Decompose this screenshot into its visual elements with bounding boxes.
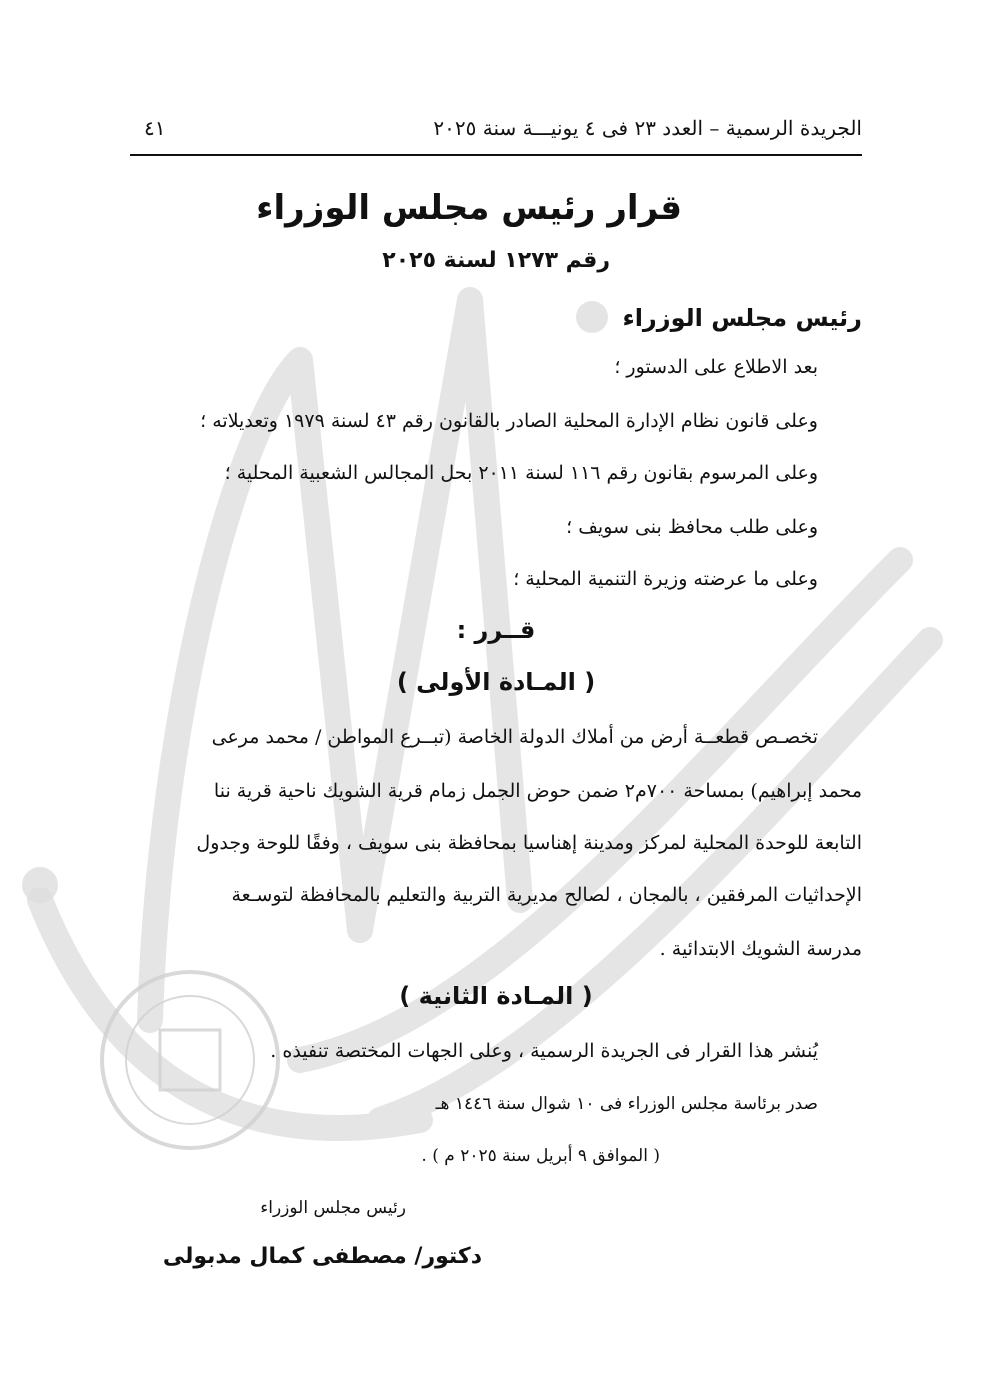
preamble-line: وعلى طلب محافظ بنى سويف ؛: [566, 516, 818, 538]
preamble-line: وعلى ما عرضته وزيرة التنمية المحلية ؛: [513, 568, 818, 590]
article-one-line: محمد إبراهيم) بمساحة ٧٠٠م٢ ضمن حوض الجمل زمام قرية الشويك ناحية قرية ننا: [213, 780, 862, 802]
article-one-line: تخصـص قطعــة أرض من أملاك الدولة الخاصة (تبــرع المواطن / محمد مرعى: [211, 726, 818, 748]
header-divider: [130, 154, 862, 156]
article-one-heading: ( المـادة الأولى ): [396, 668, 596, 696]
issuer-heading: رئيس مجلس الوزراء: [622, 304, 862, 332]
gazette-issue-title: الجريدة الرسمية – العدد ٢٣ فى ٤ يونيـــة سنة ٢٠٢٥: [433, 116, 862, 140]
article-one-line: مدرسة الشويك الابتدائية .: [659, 938, 862, 960]
decree-number: رقم ١٢٧٣ لسنة ٢٠٢٥: [382, 248, 610, 273]
article-one-line: التابعة للوحدة المحلية لمركز ومدينة إهناسيا بمحافظة بنى سويف ، وفقًا للوحة وجدول: [196, 832, 862, 854]
preamble-line: بعد الاطلاع على الدستور ؛: [614, 356, 818, 378]
article-two-text: يُنشر هذا القرار فى الجريدة الرسمية ، وعلى الجهات المختصة تنفيذه .: [270, 1040, 818, 1062]
preamble-line: وعلى المرسوم بقانون رقم ١١٦ لسنة ٢٠١١ بحل المجالس الشعبية المحلية ؛: [224, 462, 818, 484]
decided-label: قــرر :: [456, 616, 536, 644]
article-two-heading: ( المـادة الثانية ): [399, 982, 593, 1010]
signature-title: رئيس مجلس الوزراء: [260, 1198, 406, 1218]
page-header: [130, 112, 862, 156]
issuance-date-hijri: صدر برئاسة مجلس الوزراء فى ١٠ شوال سنة ١٤٤٦ هـ: [435, 1094, 818, 1114]
article-one-line: الإحداثيات المرفقين ، بالمجان ، لصالح مديرية التربية والتعليم بالمحافظة لتوسـعة: [231, 884, 862, 906]
page-number: ٤١: [144, 116, 166, 140]
signature-name: دكتور/ مصطفى كمال مدبولى: [162, 1244, 482, 1269]
decree-title: قرار رئيس مجلس الوزراء: [256, 188, 682, 228]
issuance-date-gregorian: ( الموافق ٩ أبريل سنة ٢٠٢٥ م ) .: [421, 1146, 660, 1166]
preamble-line: وعلى قانون نظام الإدارة المحلية الصادر بالقانون رقم ٤٣ لسنة ١٩٧٩ وتعديلاته ؛: [200, 410, 818, 432]
